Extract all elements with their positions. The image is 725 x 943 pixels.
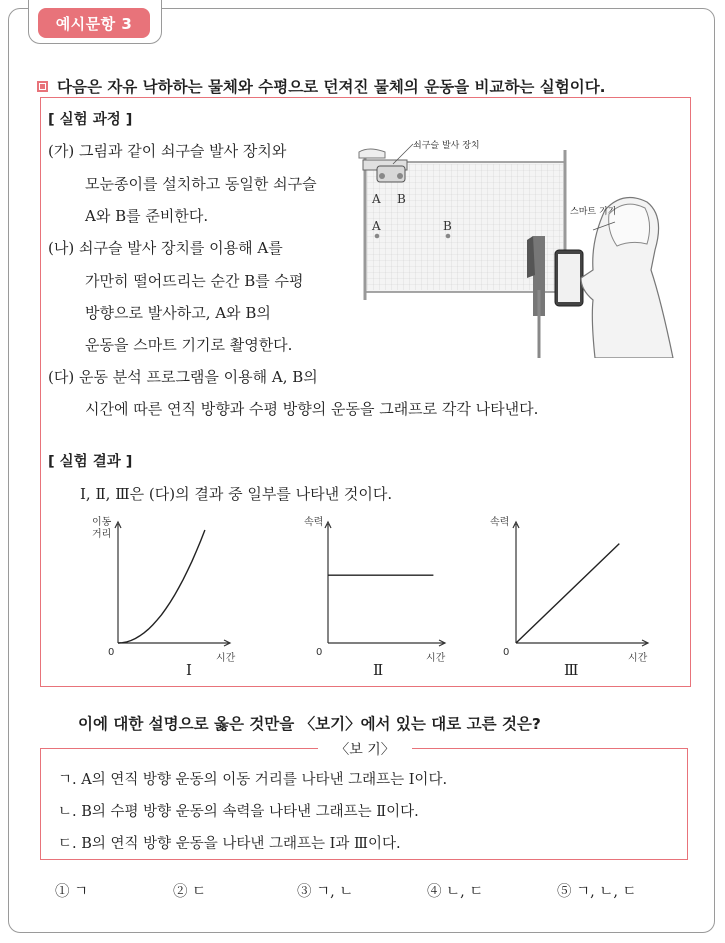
procedure-line: 가만히 떨어뜨리는 순간 B를 수평	[85, 272, 304, 290]
results-caption: Ⅰ, Ⅱ, Ⅲ은 (다)의 결과 중 일부를 나타낸 것이다.	[80, 485, 393, 503]
choice-5[interactable]: ⑤ ㄱ, ㄴ, ㄷ	[557, 884, 637, 900]
ball-b-label-top: B	[397, 192, 406, 206]
bogi-item: ㄱ. A의 연직 방향 운동의 이동 거리를 나타낸 그래프는 Ⅰ이다.	[58, 772, 448, 788]
graph-2-xlabel: 시간	[426, 653, 446, 664]
ball-b-label: B	[443, 219, 452, 233]
choice-2[interactable]: ② ㄷ	[173, 884, 207, 900]
graph-3-xlabel: 시간	[628, 653, 648, 664]
procedure-line: (가) 그림과 같이 쇠구슬 발사 장치와	[48, 142, 287, 160]
choice-3[interactable]: ③ ㄱ, ㄴ	[297, 884, 354, 900]
ball-b-dot	[446, 234, 451, 239]
procedure-line: A와 B를 준비한다.	[85, 207, 209, 225]
series-line	[118, 530, 205, 643]
graph-1-numeral: Ⅰ	[186, 661, 192, 679]
graph-3	[510, 520, 650, 655]
procedure-line: 모눈종이를 설치하고 동일한 쇠구슬	[85, 175, 317, 193]
launcher-label: 쇠구슬 발사 장치	[413, 141, 480, 151]
question-stem	[37, 75, 697, 97]
bogi-item: ㄴ. B의 수평 방향 운동의 속력을 나타낸 그래프는 Ⅱ이다.	[58, 804, 419, 820]
graph-1-origin: 0	[108, 647, 115, 658]
procedure-line: (다) 운동 분석 프로그램을 이용해 A, B의	[48, 368, 318, 386]
bogi-top-border-left	[40, 748, 318, 749]
graph-1-xlabel: 시간	[216, 653, 236, 664]
device-label: 스마트 기기	[570, 207, 617, 217]
procedure-title: [ 실험 과정 ]	[48, 112, 133, 128]
graph-1	[112, 520, 232, 655]
choice-4[interactable]: ④ ㄴ, ㄷ	[427, 884, 484, 900]
results-title: [ 실험 결과 ]	[48, 454, 133, 470]
question-text: 다음은 자유 낙하하는 물체와 수평으로 던져진 물체의 운동을 비교하는 실험이다.	[57, 78, 606, 96]
graph-1-ylabel: 이동 거리	[92, 517, 112, 540]
procedure-line: (나) 쇠구슬 발사 장치를 이용해 A를	[48, 239, 283, 257]
series-line	[516, 544, 619, 643]
bogi-top-border-right	[412, 748, 688, 749]
graph-3-origin: 0	[503, 647, 510, 658]
graph-2-numeral: Ⅱ	[373, 661, 384, 679]
graph-2-origin: 0	[316, 647, 323, 658]
ball-a-label-top: A	[372, 192, 381, 206]
ball-a-label: A	[372, 219, 381, 233]
procedure-line: 운동을 스마트 기기로 촬영한다.	[85, 336, 293, 354]
graph-3-ylabel: 속력	[490, 517, 510, 528]
graph-3-numeral: Ⅲ	[564, 661, 579, 679]
graph-2-ylabel: 속력	[304, 517, 324, 528]
question-tab: 예시문항 3	[38, 8, 150, 38]
choice-1[interactable]: ① ㄱ	[55, 884, 89, 900]
bogi-item: ㄷ. B의 연직 방향 운동을 나타낸 그래프는 Ⅰ과 Ⅲ이다.	[58, 836, 401, 852]
experiment-illustration	[355, 140, 685, 358]
procedure-line: 방향으로 발사하고, A와 B의	[85, 304, 271, 322]
graph-2	[322, 520, 447, 655]
square-bullet-icon	[37, 81, 48, 92]
procedure-line: 시간에 따른 연직 방향과 수평 방향의 운동을 그래프로 각각 나타낸다.	[85, 400, 539, 418]
bogi-title: 〈보 기〉	[335, 742, 395, 758]
ball-a-dot	[375, 234, 380, 239]
prompt-text: 이에 대한 설명으로 옳은 것만을 〈보기〉에서 있는 대로 고른 것은?	[78, 715, 541, 733]
